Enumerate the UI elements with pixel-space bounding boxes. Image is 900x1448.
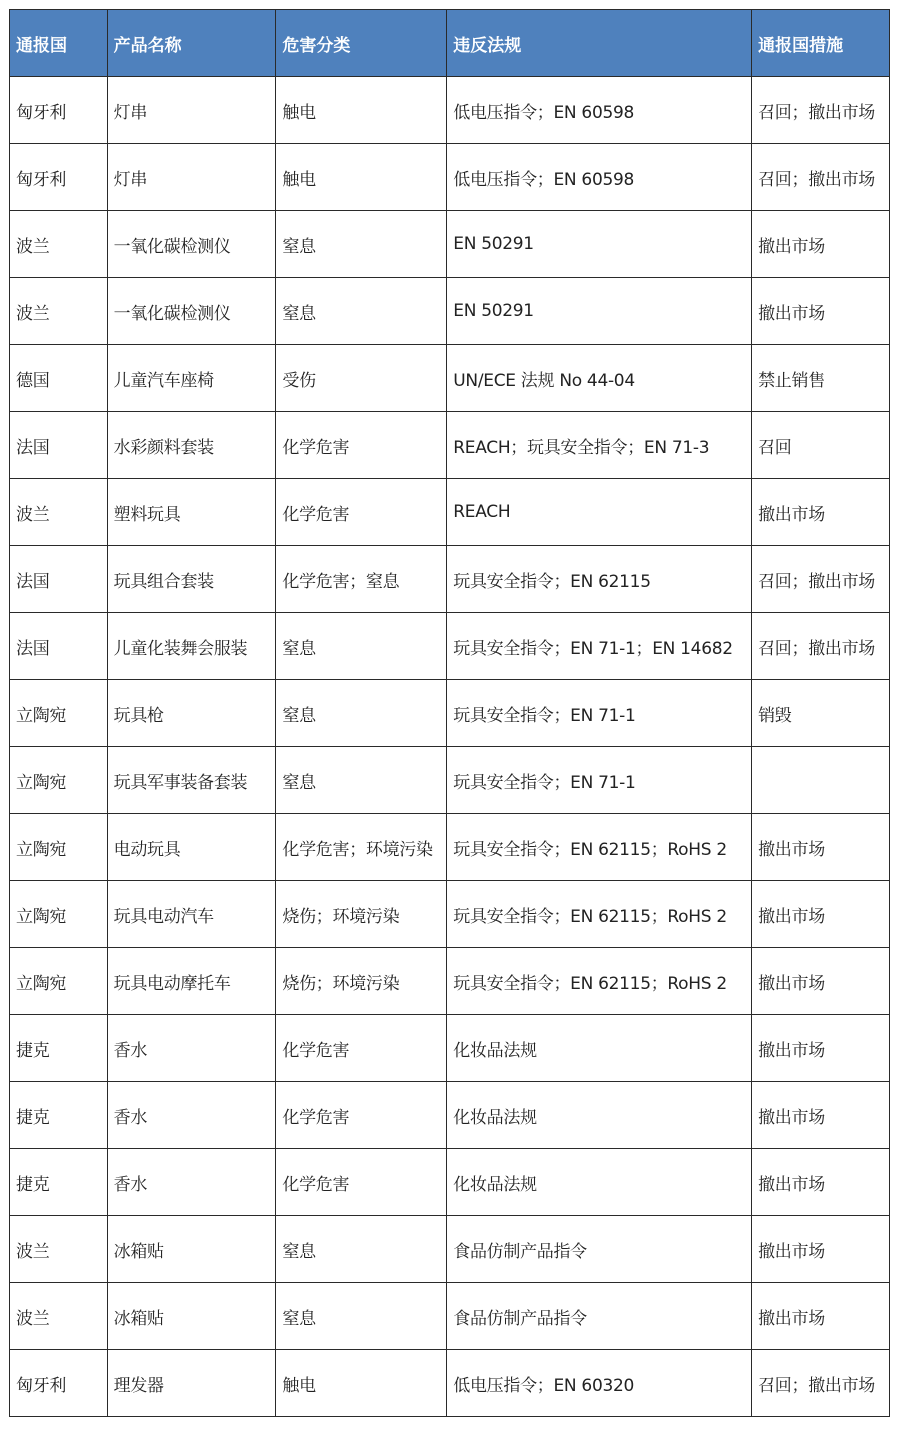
cell-product: 香水 bbox=[107, 1015, 276, 1082]
cell-hazard: 化学危害 bbox=[276, 1149, 447, 1216]
table-row bbox=[10, 613, 890, 680]
cell-hazard: 化学危害 bbox=[276, 1015, 447, 1082]
cell-regulation: 玩具安全指令；EN 62115；RoHS 2 bbox=[447, 881, 752, 948]
cell-hazard: 窒息 bbox=[276, 1216, 447, 1283]
cell-hazard: 化学危害 bbox=[276, 412, 447, 479]
cell-measures: 召回；撤出市场 bbox=[752, 613, 890, 680]
cell-regulation: 玩具安全指令；EN 71-1 bbox=[447, 680, 752, 747]
cell-product: 香水 bbox=[107, 1149, 276, 1216]
cell-regulation: 玩具安全指令；EN 71-1；EN 14682 bbox=[447, 613, 752, 680]
cell-country: 波兰 bbox=[10, 1283, 108, 1350]
header-product: 产品名称 bbox=[107, 10, 276, 77]
cell-regulation: 玩具安全指令；EN 62115；RoHS 2 bbox=[447, 814, 752, 881]
cell-measures: 撤出市场 bbox=[752, 1082, 890, 1149]
cell-hazard: 受伤 bbox=[276, 345, 447, 412]
cell-hazard: 烧伤；环境污染 bbox=[276, 881, 447, 948]
header-measures: 通报国措施 bbox=[752, 10, 890, 77]
cell-product: 冰箱贴 bbox=[107, 1283, 276, 1350]
cell-product: 一氧化碳检测仪 bbox=[107, 211, 276, 278]
cell-country: 立陶宛 bbox=[10, 881, 108, 948]
cell-product: 一氧化碳检测仪 bbox=[107, 278, 276, 345]
cell-regulation: EN 50291 bbox=[447, 278, 752, 345]
cell-country: 匈牙利 bbox=[10, 77, 108, 144]
table-row bbox=[10, 1015, 890, 1082]
header-row bbox=[10, 10, 890, 77]
cell-hazard: 触电 bbox=[276, 77, 447, 144]
cell-regulation: 化妆品法规 bbox=[447, 1015, 752, 1082]
cell-measures: 撤出市场 bbox=[752, 1149, 890, 1216]
table-row bbox=[10, 278, 890, 345]
cell-country: 匈牙利 bbox=[10, 1350, 108, 1417]
cell-country: 波兰 bbox=[10, 211, 108, 278]
cell-regulation: 玩具安全指令；EN 62115；RoHS 2 bbox=[447, 948, 752, 1015]
table-row bbox=[10, 881, 890, 948]
cell-product: 香水 bbox=[107, 1082, 276, 1149]
table-row bbox=[10, 546, 890, 613]
cell-hazard: 化学危害；窒息 bbox=[276, 546, 447, 613]
table-row bbox=[10, 948, 890, 1015]
table-row bbox=[10, 77, 890, 144]
table-row bbox=[10, 1082, 890, 1149]
cell-country: 捷克 bbox=[10, 1082, 108, 1149]
cell-product: 玩具军事装备套装 bbox=[107, 747, 276, 814]
cell-product: 玩具枪 bbox=[107, 680, 276, 747]
cell-measures: 销毁 bbox=[752, 680, 890, 747]
cell-hazard: 窒息 bbox=[276, 278, 447, 345]
cell-measures: 召回；撤出市场 bbox=[752, 144, 890, 211]
cell-regulation: 玩具安全指令；EN 71-1 bbox=[447, 747, 752, 814]
cell-country: 立陶宛 bbox=[10, 747, 108, 814]
cell-product: 儿童化装舞会服装 bbox=[107, 613, 276, 680]
cell-measures: 撤出市场 bbox=[752, 948, 890, 1015]
cell-regulation: 低电压指令；EN 60598 bbox=[447, 77, 752, 144]
table-row bbox=[10, 1350, 890, 1417]
cell-product: 玩具电动摩托车 bbox=[107, 948, 276, 1015]
table-row bbox=[10, 479, 890, 546]
cell-hazard: 触电 bbox=[276, 1350, 447, 1417]
cell-product: 灯串 bbox=[107, 77, 276, 144]
table-row bbox=[10, 1149, 890, 1216]
cell-country: 法国 bbox=[10, 412, 108, 479]
cell-regulation: REACH；玩具安全指令；EN 71-3 bbox=[447, 412, 752, 479]
cell-country: 波兰 bbox=[10, 1216, 108, 1283]
cell-regulation: 玩具安全指令；EN 62115 bbox=[447, 546, 752, 613]
cell-country: 波兰 bbox=[10, 479, 108, 546]
cell-measures: 召回；撤出市场 bbox=[752, 546, 890, 613]
table-row bbox=[10, 345, 890, 412]
cell-hazard: 窒息 bbox=[276, 680, 447, 747]
cell-measures: 撤出市场 bbox=[752, 479, 890, 546]
table-row bbox=[10, 1283, 890, 1350]
cell-product: 玩具电动汽车 bbox=[107, 881, 276, 948]
table-row bbox=[10, 144, 890, 211]
table-row bbox=[10, 211, 890, 278]
cell-hazard: 窒息 bbox=[276, 1283, 447, 1350]
cell-country: 捷克 bbox=[10, 1149, 108, 1216]
cell-hazard: 窒息 bbox=[276, 747, 447, 814]
table-row bbox=[10, 1216, 890, 1283]
cell-hazard: 窒息 bbox=[276, 211, 447, 278]
header-regulation: 违反法规 bbox=[447, 10, 752, 77]
cell-country: 法国 bbox=[10, 546, 108, 613]
cell-product: 塑料玩具 bbox=[107, 479, 276, 546]
cell-measures: 撤出市场 bbox=[752, 1283, 890, 1350]
table-row bbox=[10, 747, 890, 814]
cell-hazard: 化学危害 bbox=[276, 1082, 447, 1149]
header-country: 通报国 bbox=[10, 10, 108, 77]
cell-regulation: 低电压指令；EN 60598 bbox=[447, 144, 752, 211]
cell-country: 立陶宛 bbox=[10, 680, 108, 747]
table-row bbox=[10, 412, 890, 479]
cell-regulation: EN 50291 bbox=[447, 211, 752, 278]
cell-country: 立陶宛 bbox=[10, 948, 108, 1015]
cell-country: 波兰 bbox=[10, 278, 108, 345]
cell-product: 冰箱贴 bbox=[107, 1216, 276, 1283]
cell-regulation: 食品仿制产品指令 bbox=[447, 1283, 752, 1350]
notification-table bbox=[9, 9, 890, 1417]
cell-measures: 召回；撤出市场 bbox=[752, 1350, 890, 1417]
cell-measures: 撤出市场 bbox=[752, 211, 890, 278]
cell-regulation: 食品仿制产品指令 bbox=[447, 1216, 752, 1283]
cell-measures: 召回；撤出市场 bbox=[752, 77, 890, 144]
cell-product: 儿童汽车座椅 bbox=[107, 345, 276, 412]
cell-country: 立陶宛 bbox=[10, 814, 108, 881]
cell-measures: 撤出市场 bbox=[752, 1216, 890, 1283]
cell-product: 玩具组合套装 bbox=[107, 546, 276, 613]
cell-product: 水彩颜料套装 bbox=[107, 412, 276, 479]
cell-regulation: 化妆品法规 bbox=[447, 1149, 752, 1216]
cell-country: 捷克 bbox=[10, 1015, 108, 1082]
cell-regulation: REACH bbox=[447, 479, 752, 546]
cell-hazard: 触电 bbox=[276, 144, 447, 211]
cell-hazard: 窒息 bbox=[276, 613, 447, 680]
cell-measures: 撤出市场 bbox=[752, 278, 890, 345]
cell-measures: 撤出市场 bbox=[752, 814, 890, 881]
cell-measures: 撤出市场 bbox=[752, 881, 890, 948]
cell-hazard: 化学危害；环境污染 bbox=[276, 814, 447, 881]
table-row bbox=[10, 680, 890, 747]
cell-measures: 召回 bbox=[752, 412, 890, 479]
cell-country: 德国 bbox=[10, 345, 108, 412]
cell-product: 灯串 bbox=[107, 144, 276, 211]
header-hazard: 危害分类 bbox=[276, 10, 447, 77]
cell-regulation: 化妆品法规 bbox=[447, 1082, 752, 1149]
cell-regulation: 低电压指令；EN 60320 bbox=[447, 1350, 752, 1417]
cell-product: 电动玩具 bbox=[107, 814, 276, 881]
cell-hazard: 烧伤；环境污染 bbox=[276, 948, 447, 1015]
cell-product: 理发器 bbox=[107, 1350, 276, 1417]
cell-regulation: UN/ECE 法规 No 44-04 bbox=[447, 345, 752, 412]
cell-measures bbox=[752, 747, 890, 814]
cell-hazard: 化学危害 bbox=[276, 479, 447, 546]
cell-country: 法国 bbox=[10, 613, 108, 680]
table-row bbox=[10, 814, 890, 881]
cell-country: 匈牙利 bbox=[10, 144, 108, 211]
cell-measures: 禁止销售 bbox=[752, 345, 890, 412]
cell-measures: 撤出市场 bbox=[752, 1015, 890, 1082]
